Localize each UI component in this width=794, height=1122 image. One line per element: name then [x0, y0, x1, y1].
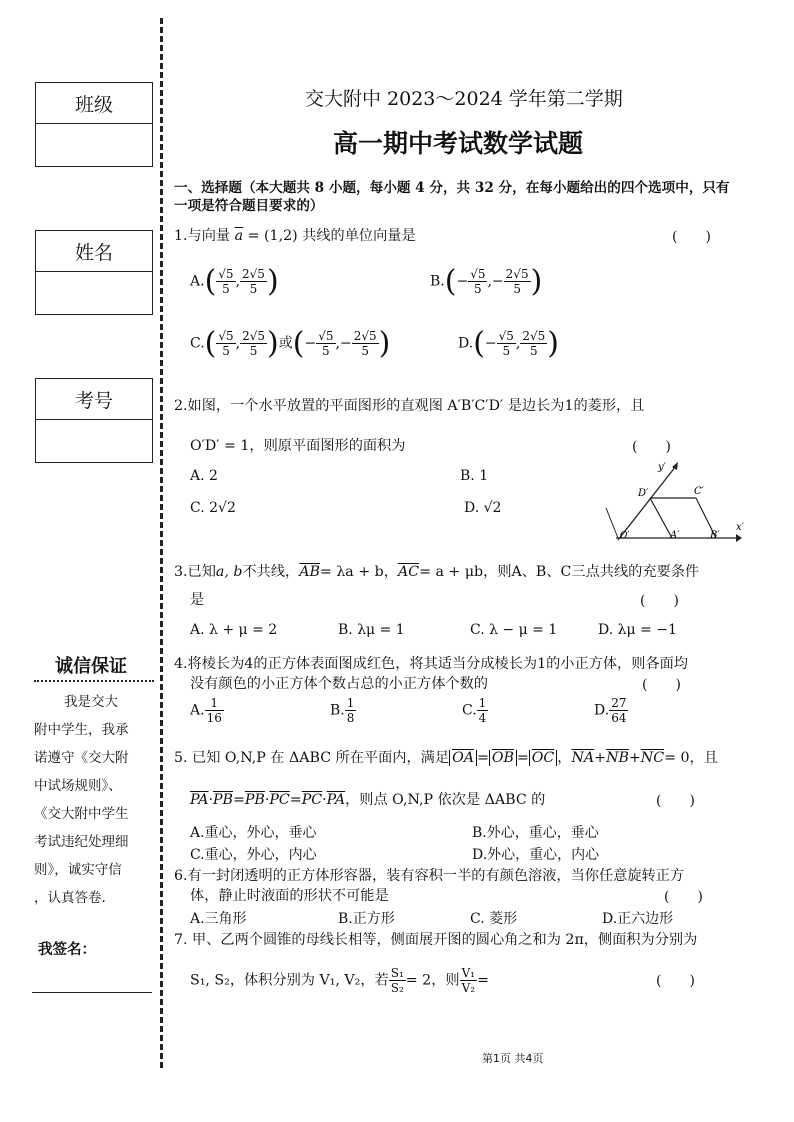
- q2-option-d[interactable]: D. √2: [464, 500, 502, 516]
- q1-option-d[interactable]: D.(− $\frac{√5}{5}$ , $\frac{2√5}{5}$ ): [458, 326, 560, 361]
- q5-option-b[interactable]: B.外心，重心，垂心: [472, 825, 599, 841]
- q3-vec-ac: $\overline{AC}$: [397, 564, 420, 580]
- pledge-divider: [34, 680, 154, 682]
- q2-option-a[interactable]: A. 2: [190, 468, 218, 484]
- q5-option-a[interactable]: A.重心，外心，垂心: [190, 825, 317, 841]
- q5-vec-pb: $\overline{PB}$: [213, 792, 233, 808]
- q1-a-label: A.: [190, 273, 205, 290]
- q1-c-frac1: $\frac{√5}{5}$: [218, 329, 234, 358]
- class-input-area[interactable]: [36, 124, 152, 166]
- q3-text-c: 不共线，: [242, 564, 300, 580]
- q3-line-1: [174, 562, 699, 582]
- name-label: 姓名: [36, 231, 152, 272]
- q5-abs-oc: $\overline{OC}$: [529, 750, 558, 766]
- q3-option-d[interactable]: D. λμ = −1: [598, 622, 677, 638]
- q3-text-a: 3.已知: [174, 564, 216, 580]
- q2-fig-y-arrow: [672, 462, 678, 470]
- q2-figure: [596, 458, 742, 544]
- q3-vec-ab: $\overline{AB}$: [299, 564, 320, 580]
- q2-option-b[interactable]: B. 1: [460, 468, 489, 484]
- q4-b-frac: $\frac{1}{8}$: [346, 696, 355, 725]
- name-field: [35, 230, 153, 315]
- q3-option-c[interactable]: C. λ − μ = 1: [470, 622, 558, 638]
- q2-fig-label-d: D′: [638, 488, 649, 499]
- q1-b-label: B.: [430, 273, 445, 290]
- q1-option-c[interactable]: C.( $\frac{√5}{5}$ , $\frac{2√5}{5}$ )或(− $\frac{√5}{5}$ ,− $\frac{2√5}{5}$ ): [190, 326, 391, 361]
- q7-line-1: 7. 甲、乙两个圆锥的母线长相等，侧面展开图的圆心角之和为 2π，侧面积为分别为: [174, 932, 698, 948]
- q3-vectors: a, b: [215, 564, 243, 580]
- q3-ac-expr: = a + μb，则A、B、C三点共线的充要条件: [419, 564, 700, 580]
- q6-line-1: 6.有一封闭透明的正方体形容器，装有容积一半的有颜色溶液，当你任意旋转正方: [174, 868, 685, 884]
- q7-text-a: S₁, S₂，体积分别为 V₁, V₂，若: [190, 972, 389, 989]
- q4-c-frac: $\frac{1}{4}$: [478, 696, 487, 725]
- q4-option-c[interactable]: [462, 696, 488, 725]
- q1-vec-a: $\overline{a}$: [234, 228, 244, 244]
- q1-c-or: 或: [278, 335, 293, 352]
- q4-option-b[interactable]: [330, 696, 356, 725]
- section-line-2: 一项是符合题目要求的）: [174, 198, 324, 214]
- q4-d-frac: $\frac{27}{64}$: [611, 696, 627, 725]
- q2-fig-label-y: y′: [658, 462, 666, 473]
- q5-abs-oa: $\overline{OA}$: [449, 750, 477, 766]
- q4-option-d[interactable]: [594, 696, 628, 725]
- q6-option-a[interactable]: A.三角形: [190, 911, 247, 927]
- q1-stem-b: = (1,2) 共线的单位向量是: [247, 228, 416, 244]
- q1-a-frac2: $\frac{2√5}{5}$: [242, 267, 265, 296]
- q4-a-label: A.: [190, 702, 205, 719]
- q3-line-2: 是: [190, 592, 205, 608]
- q2-fig-mark: [606, 508, 618, 538]
- q7-eq-end: =: [477, 972, 489, 989]
- q2-line-1: 2.如图，一个水平放置的平面图形的直观图 A′B′C′D′ 是边长为1的菱形，且: [174, 398, 645, 414]
- pledge-title: 诚信保证: [55, 656, 127, 677]
- q1-c-frac2: $\frac{2√5}{5}$: [242, 329, 266, 358]
- pledge-line: 中试场规则》、: [34, 778, 122, 794]
- q6-option-d[interactable]: D.正六边形: [602, 911, 674, 927]
- pledge-line: 则》，诚实守信: [34, 862, 122, 878]
- q7-answer-paren[interactable]: ( ): [656, 973, 695, 989]
- q2-fig-label-c: C′: [694, 486, 704, 497]
- q5-tail: ，且: [689, 750, 718, 766]
- q1-c-frac4: $\frac{2√5}{5}$: [353, 329, 377, 358]
- q2-fig-label-b: B′: [710, 530, 720, 541]
- q4-c-label: C.: [462, 702, 477, 719]
- q2-answer-paren[interactable]: ( ): [632, 439, 671, 455]
- q5-option-d[interactable]: D.外心，重心，内心: [472, 847, 600, 863]
- q2-option-c[interactable]: C. 2√2: [190, 500, 236, 516]
- q7-v-ratio: $\frac{\text{V₁}}{\text{V₂}}$: [461, 966, 476, 995]
- pledge-line: 我是交大: [64, 694, 118, 710]
- q5-answer-paren[interactable]: ( ): [656, 793, 695, 809]
- q5-line-1: 5. 已知 O,N,P 在 ΔABC 所在平面内，满足 $\overline{OA} = \overline{OB} = \overline{OC}$ ，$\overline{NA}+\overline{NB}+\overline{NC}= 0$，且: [174, 750, 718, 766]
- exam-no-field: [35, 378, 153, 463]
- q2-fig-label-o: O′: [620, 531, 630, 541]
- q3-option-a[interactable]: A. λ + μ = 2: [190, 622, 278, 638]
- q6-option-c[interactable]: C. 菱形: [470, 911, 518, 927]
- q5-vec-nc: $\overline{NC}$: [640, 750, 665, 766]
- q5-vec-pc: $\overline{PC}$: [269, 792, 290, 808]
- q2-fig-edge-da: [650, 498, 672, 538]
- pledge-line: 诺遵守《交大附: [34, 750, 129, 766]
- q1-b-frac2: $\frac{2√5}{5}$: [505, 267, 529, 296]
- q4-option-a[interactable]: [190, 696, 224, 725]
- class-field: [35, 82, 153, 167]
- q5-vec-pa: $\overline{PA}$: [190, 792, 209, 808]
- q4-line-1: 4.将棱长为4的正方体表面图成红色，将其适当分成棱长为1的小正方体，则各面均: [174, 656, 688, 672]
- q5-zero: = 0: [664, 750, 690, 766]
- q2-fig-label-a: A′: [670, 530, 680, 541]
- q5-abs-ob: $\overline{OB}$: [489, 750, 517, 766]
- q2-fig-x-arrow: [736, 534, 742, 542]
- q4-a-frac: $\frac{1}{16}$: [206, 696, 222, 725]
- q1-d-frac2: $\frac{2√5}{5}$: [522, 329, 546, 358]
- q5-vec-nb: $\overline{NB}$: [606, 750, 629, 766]
- q1-answer-paren[interactable]: ( ): [672, 229, 711, 245]
- q4-d-label: D.: [594, 702, 610, 719]
- page-title: 高一期中考试数学试题: [333, 129, 584, 158]
- q5-option-c[interactable]: C.重心，外心，内心: [190, 847, 317, 863]
- q1-c-frac3: $\frac{√5}{5}$: [318, 329, 334, 358]
- q1-option-b[interactable]: B.(− $\frac{√5}{5}$ ,− $\frac{2√5}{5}$ ): [430, 264, 543, 299]
- exam-no-label: 考号: [36, 379, 152, 420]
- q6-answer-paren[interactable]: ( ): [664, 889, 703, 905]
- class-label: 班级: [36, 83, 152, 124]
- q1-c-label: C.: [190, 335, 205, 352]
- q4-line-2: 没有颜色的小正方体个数占总的小正方体个数的: [190, 676, 488, 692]
- q5-text-a: 5. 已知 O,N,P 在 ΔABC 所在平面内，满足: [174, 750, 450, 766]
- pledge-line: 附中学生，我承: [34, 722, 129, 738]
- q7-line-2: [190, 966, 489, 995]
- q4-b-label: B.: [330, 702, 345, 719]
- q5-line-2: $\overline{PA}\cdot\overline{PB}=\overline{PB}\cdot\overline{PC}=\overline{PC}\cdot\overline{PA}$，则点 O,N,P 依次是 ΔABC 的: [190, 792, 546, 808]
- section-line-1: 一、选择题（本大题共 8 小题，每小题 4 分，共 32 分，在每小题给出的四个选项中，只有: [174, 180, 730, 196]
- name-input-area[interactable]: [36, 272, 152, 314]
- q3-ab-expr: = λa + b，: [319, 564, 398, 580]
- signature-line[interactable]: [32, 992, 152, 993]
- q1-d-label: D.: [458, 335, 474, 352]
- q2-line-2: O′D′ = 1，则原平面图形的面积为: [190, 438, 406, 454]
- signature-label: 我签名：: [38, 941, 96, 958]
- pledge-line: 《交大附中学生: [34, 806, 129, 822]
- q2-fig-label-x: x′: [736, 522, 744, 533]
- cut-line: [160, 18, 163, 1068]
- pledge-line: 考试违纪处理细: [34, 834, 129, 850]
- pledge-line: ，认真答卷.: [34, 890, 106, 906]
- q5-vec-na: $\overline{NA}$: [571, 750, 595, 766]
- q1-a-frac1: $\frac{√5}{5}$: [218, 267, 234, 296]
- q3-option-b[interactable]: B. λμ = 1: [338, 622, 405, 638]
- q7-s-ratio: $\frac{\text{S₁}}{\text{S₂}}$: [390, 966, 404, 995]
- q6-line-2: 体，静止时液面的形状不可能是: [190, 888, 389, 904]
- q1-option-a[interactable]: A.( $\frac{√5}{5}$ , $\frac{2√5}{5}$ ): [190, 264, 279, 299]
- page-number: 第1页 共4页: [482, 1052, 544, 1065]
- q3-answer-paren[interactable]: ( ): [640, 593, 679, 609]
- pledge-text: [34, 688, 156, 912]
- q6-option-b[interactable]: B.正方形: [338, 911, 395, 927]
- q5-line2-tail: ，则点 O,N,P 依次是 ΔABC 的: [345, 792, 546, 808]
- school-line: 交大附中 2023～2024 学年第二学期: [305, 88, 623, 110]
- q4-answer-paren[interactable]: ( ): [642, 677, 681, 693]
- q1-b-frac1: $\frac{√5}{5}$: [470, 267, 486, 296]
- q1-stem-a: 1.与向量: [174, 228, 231, 244]
- q1-d-frac1: $\frac{√5}{5}$: [498, 329, 514, 358]
- q1-stem: [174, 226, 416, 246]
- exam-no-input-area[interactable]: [36, 420, 152, 462]
- q7-eq2: = 2，则: [405, 972, 460, 989]
